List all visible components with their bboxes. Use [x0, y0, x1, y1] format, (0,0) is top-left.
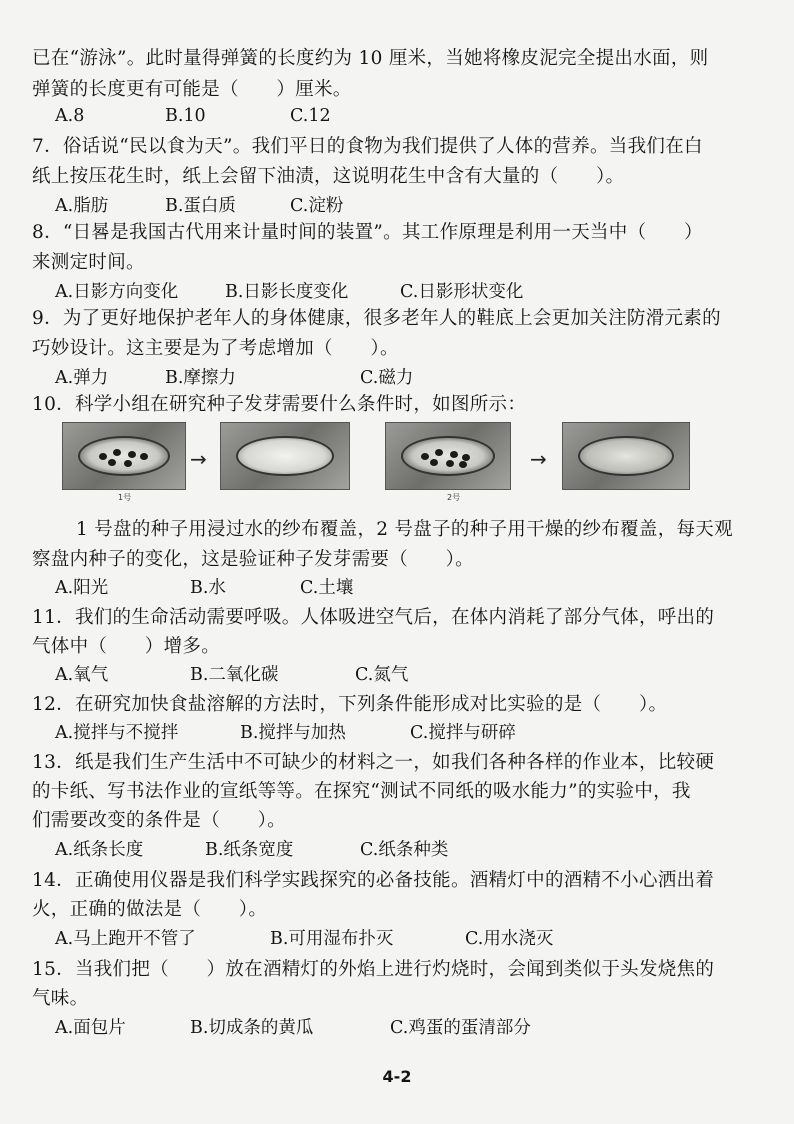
seed [430, 459, 438, 466]
dish-1-caption: 1号 [118, 493, 132, 502]
q13-line-2: 的卡纸、写书法作业的宣纸等等。在探究“测试不同纸的吸水能力”的实验中，我 [32, 781, 691, 802]
seed [108, 459, 116, 466]
q10-option-b: B.水 [190, 578, 226, 598]
q12-option-a: A.搅拌与不搅拌 [55, 723, 179, 743]
q9-options [55, 364, 413, 389]
q9-option-b: B.摩擦力 [165, 368, 236, 388]
q8-line-2: 来测定时间。 [32, 252, 145, 273]
q9-line-2: 巧妙设计。这主要是为了考虑增加（ ）。 [32, 338, 399, 359]
q13-option-a: A.纸条长度 [55, 840, 144, 860]
q15-line-2: 气味。 [32, 988, 89, 1009]
q14-line-2: 火，正确的做法是（ ）。 [32, 899, 268, 920]
q6-option-b: B.10 [165, 106, 206, 126]
q14-line-1: 14．正确使用仪器是我们科学实践探究的必备技能。酒精灯中的酒精不小心洒出着 [32, 870, 715, 891]
q15-options [55, 1014, 531, 1039]
q6-line-1: 已在“游泳”。此时量得弹簧的长度约为 10 厘米，当她将橡皮泥完全提出水面，则 [32, 48, 709, 69]
arrow-icon: → [530, 447, 547, 471]
q13-options [55, 836, 448, 861]
q9-option-c: C.磁力 [360, 368, 414, 388]
seed [450, 451, 458, 458]
q13-line-1: 13．纸是我们生产生活中不可缺少的材料之一，如我们各种各样的作业本，比较硬 [32, 752, 715, 773]
q8-option-c: C.日影形状变化 [400, 282, 524, 302]
q14-option-c: C.用水浇灭 [465, 929, 554, 949]
q12-option-b: B.搅拌与加热 [240, 723, 346, 743]
q11-line-1: 11．我们的生命活动需要呼吸。人体吸进空气后，在体内消耗了部分气体，呼出的 [32, 607, 715, 628]
q10-options [55, 574, 353, 599]
q14-option-b: B.可用湿布扑灭 [270, 929, 394, 949]
seed [459, 461, 467, 468]
q6-option-c: C.12 [290, 106, 331, 126]
q13-option-c: C.纸条种类 [360, 840, 449, 860]
q11-option-a: A.氧气 [55, 665, 109, 685]
seed [421, 453, 429, 460]
q12-option-c: C.搅拌与研碎 [410, 723, 516, 743]
q8-option-b: B.日影长度变化 [225, 282, 349, 302]
dish-1-before [78, 436, 171, 476]
seed [435, 449, 443, 456]
q11-option-b: B.二氧化碳 [190, 665, 279, 685]
q14-options [55, 925, 553, 950]
q6-line-2: 弹簧的长度更有可能是（ ）厘米。 [32, 79, 352, 100]
q9-option-a: A.弹力 [55, 368, 109, 388]
q7-option-b: B.蛋白质 [165, 196, 236, 216]
seed [140, 453, 148, 460]
q11-line-2: 气体中（ ）增多。 [32, 636, 221, 657]
dish-2-before-photo [385, 422, 511, 490]
dish-1-after-covered [236, 436, 333, 476]
q10-line-1: 10．科学小组在研究种子发芽需要什么条件时，如图所示： [32, 394, 527, 415]
q10-line-3: 察盘内种子的变化，这是验证种子发芽需要（ ）。 [32, 549, 474, 570]
dish-2-after-photo [562, 422, 690, 490]
q13-option-b: B.纸条宽度 [205, 840, 294, 860]
seed [113, 449, 121, 456]
q15-option-c: C.鸡蛋的蛋清部分 [390, 1018, 531, 1038]
page-number: 4-2 [382, 1067, 412, 1086]
q7-option-c: C.淀粉 [290, 196, 344, 216]
dish-2-after-covered [578, 436, 674, 476]
q7-option-a: A.脂肪 [55, 196, 109, 216]
q11-option-c: C.氮气 [355, 665, 409, 685]
q12-line-1: 12．在研究加快食盐溶解的方法时，下列条件能形成对比实验的是（ ）。 [32, 694, 668, 715]
dish-1-before-photo [62, 422, 186, 490]
seed [446, 460, 454, 467]
q10-line-2: 1 号盘的种子用浸过水的纱布覆盖，2 号盘子的种子用干燥的纱布覆盖，每天观 [76, 519, 733, 540]
q6-options [55, 106, 331, 126]
q10-option-a: A.阳光 [55, 578, 109, 598]
seed [99, 453, 107, 460]
q6-option-a: A.8 [55, 106, 85, 126]
q10-option-c: C.土壤 [300, 578, 354, 598]
q15-option-a: A.面包片 [55, 1018, 126, 1038]
q8-options [55, 278, 523, 303]
q8-line-1: 8．“日晷是我国古代用来计量时间的装置”。其工作原理是利用一天当中（ ） [32, 222, 703, 243]
arrow-icon: → [190, 447, 207, 471]
q7-options [55, 192, 343, 217]
q12-options [55, 719, 516, 744]
q7-line-2: 纸上按压花生时，纸上会留下油渍，这说明花生中含有大量的（ ）。 [32, 166, 625, 187]
q15-line-1: 15．当我们把（ ）放在酒精灯的外焰上进行灼烧时，会闻到类似于头发烧焦的 [32, 959, 715, 980]
dish-2-before [401, 436, 495, 476]
q11-options [55, 661, 408, 686]
dish-2-caption: 2号 [447, 493, 461, 502]
q7-line-1: 7．俗话说“民以食为天”。我们平日的食物为我们提供了人体的营养。当我们在白 [32, 136, 703, 157]
q13-line-3: 们需要改变的条件是（ ）。 [32, 810, 286, 831]
q8-option-a: A.日影方向变化 [55, 282, 179, 302]
seed [128, 451, 136, 458]
seed [124, 460, 132, 467]
q14-option-a: A.马上跑开不管了 [55, 929, 196, 949]
q9-line-1: 9．为了更好地保护老年人的身体健康，很多老年人的鞋底上会更加关注防滑元素的 [32, 308, 721, 329]
q15-option-b: B.切成条的黄瓜 [190, 1018, 314, 1038]
dish-1-after-photo [220, 422, 350, 490]
